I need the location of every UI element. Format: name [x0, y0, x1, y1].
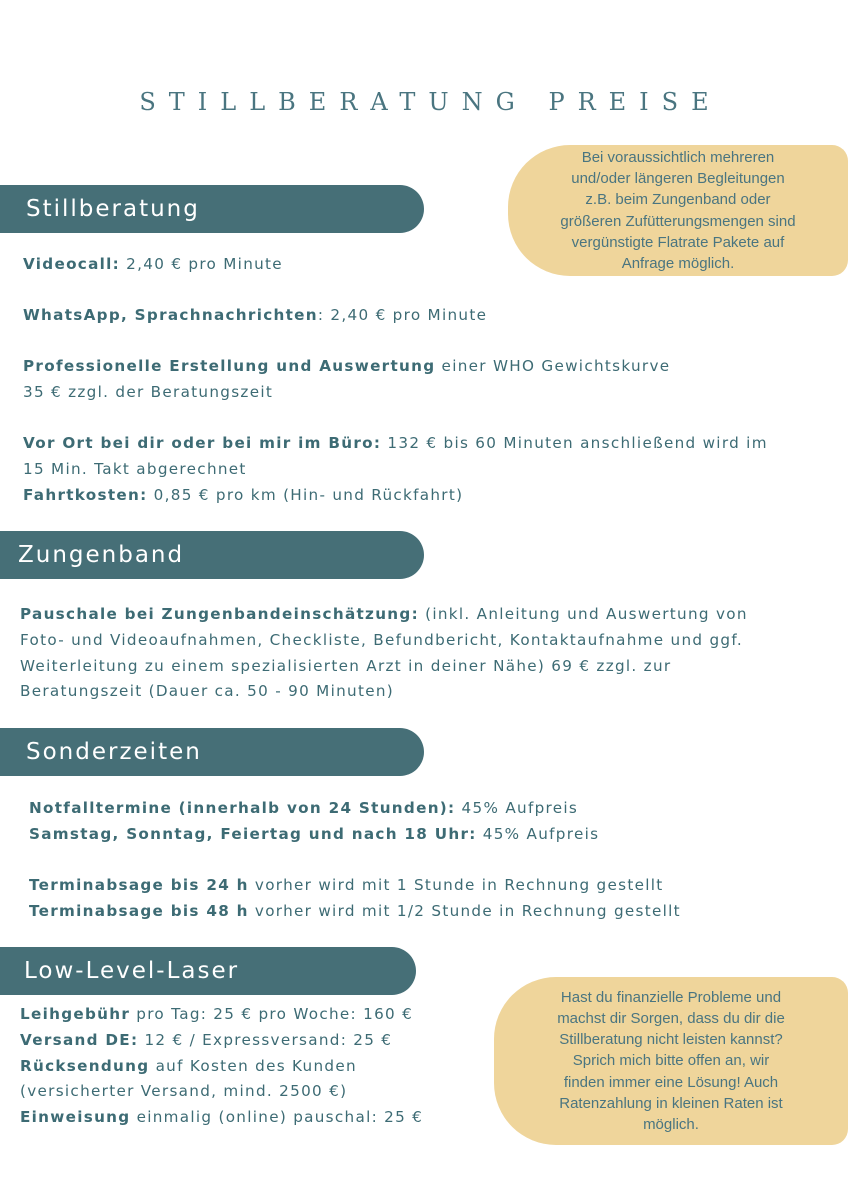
note-line: finden immer eine Lösung! Auch	[563, 1073, 779, 1091]
price-zungenband	[20, 602, 748, 705]
price-label: Fahrtkosten:	[23, 485, 148, 504]
price-label: Terminabsage bis 24 h	[29, 876, 249, 894]
note-line: Stillberatung nicht leisten kannst?	[559, 1031, 783, 1049]
price-label: Versand DE:	[20, 1030, 139, 1049]
price-text: einmalig (online) pauschal: 25 €	[130, 1108, 424, 1127]
price-label: Professionelle Erstellung und Auswertung	[23, 357, 436, 375]
price-text: vorher wird mit 1/2 Stunde in Rechnung gestellt	[248, 901, 681, 920]
price-text: auf Kosten des Kunden	[149, 1056, 357, 1075]
price-text: (inkl. Anleitung und Auswertung von	[418, 605, 748, 623]
price-text: 45% Aufpreis	[476, 824, 600, 843]
price-laser	[20, 1002, 423, 1131]
price-who-kurve	[23, 354, 670, 406]
note-line: größeren Zufütterungsmengen sind	[560, 212, 796, 230]
price-text: pro Tag: 25 € pro Woche: 160 €	[130, 1005, 414, 1023]
price-text: (versicherter Versand, mind. 2500 €)	[20, 1082, 348, 1101]
price-label: Terminabsage bis 48 h	[29, 901, 249, 920]
page-title: STILLBERATUNG PREISE	[139, 88, 722, 116]
price-label: Pauschale bei Zungenbandeinschätzung:	[20, 605, 419, 623]
note-line: Sprich mich bitte offen an, wir	[572, 1052, 770, 1070]
price-text: 0,85 € pro km (Hin- und Rückfahrt)	[147, 485, 464, 504]
note-line: Ratenzahlung in kleinen Raten ist	[559, 1094, 783, 1112]
note-finanzen	[494, 977, 848, 1145]
section-title: Sonderzeiten	[26, 739, 202, 765]
section-title: Zungenband	[18, 542, 185, 568]
note-flatrate	[508, 145, 848, 276]
price-label: Videocall:	[23, 255, 121, 273]
price-label: Leihgebühr	[20, 1005, 131, 1023]
section-title: Stillberatung	[26, 196, 200, 222]
price-text: 35 € zzgl. der Beratungszeit	[23, 382, 274, 401]
price-text: einer WHO Gewichtskurve	[435, 357, 671, 375]
price-text: Foto- und Videoaufnahmen, Checkliste, Befundbericht, Kontaktaufnahme und ggf.	[20, 630, 744, 649]
note-line: und/oder längeren Begleitungen	[571, 170, 785, 188]
price-text: 15 Min. Takt abgerechnet	[23, 459, 247, 478]
price-text: : 2,40 € pro Minute	[317, 306, 488, 324]
price-text: vorher wird mit 1 Stunde in Rechnung gestellt	[248, 876, 664, 894]
section-banner-zungenband	[0, 531, 424, 579]
price-text: 12 € / Expressversand: 25 €	[138, 1030, 393, 1049]
price-text: Beratungszeit (Dauer ca. 50 - 90 Minuten)	[20, 682, 395, 701]
note-line: möglich.	[643, 1116, 699, 1133]
price-label: Notfalltermine (innerhalb von 24 Stunden):	[29, 799, 456, 817]
price-vor-ort	[23, 431, 768, 508]
section-banner-stillberatung	[0, 185, 424, 233]
note-line: machst dir Sorgen, dass du dir die	[557, 1009, 785, 1027]
price-text: 45% Aufpreis	[455, 799, 579, 817]
price-text: 132 € bis 60 Minuten anschließend wird im	[381, 434, 768, 452]
price-text: 2,40 € pro Minute	[120, 255, 283, 273]
note-line: Bei voraussichtlich mehreren	[581, 148, 775, 166]
price-label: Rücksendung	[20, 1056, 150, 1075]
price-label: Einweisung	[20, 1108, 131, 1127]
note-line: z.B. beim Zungenband oder	[585, 191, 771, 209]
price-sonderzeiten	[29, 796, 599, 848]
price-terminabsage	[29, 873, 681, 925]
price-videocall	[23, 252, 283, 278]
price-label: Vor Ort bei dir oder bei mir im Büro:	[23, 434, 382, 452]
price-whatsapp	[23, 303, 487, 329]
price-text: Weiterleitung zu einem spezialisierten Arzt in deiner Nähe) 69 € zzgl. zur	[20, 656, 672, 675]
price-label: Samstag, Sonntag, Feiertag und nach 18 Uhr:	[29, 824, 477, 843]
section-banner-laser	[0, 947, 416, 995]
note-line: Hast du finanzielle Probleme und	[560, 988, 782, 1006]
note-line: Anfrage möglich.	[621, 254, 735, 272]
section-title: Low-Level-Laser	[24, 958, 240, 984]
section-banner-sonderzeiten	[0, 728, 424, 776]
price-label: WhatsApp, Sprachnachrichten	[23, 306, 318, 324]
note-line: vergünstigte Flatrate Pakete auf	[571, 233, 785, 251]
